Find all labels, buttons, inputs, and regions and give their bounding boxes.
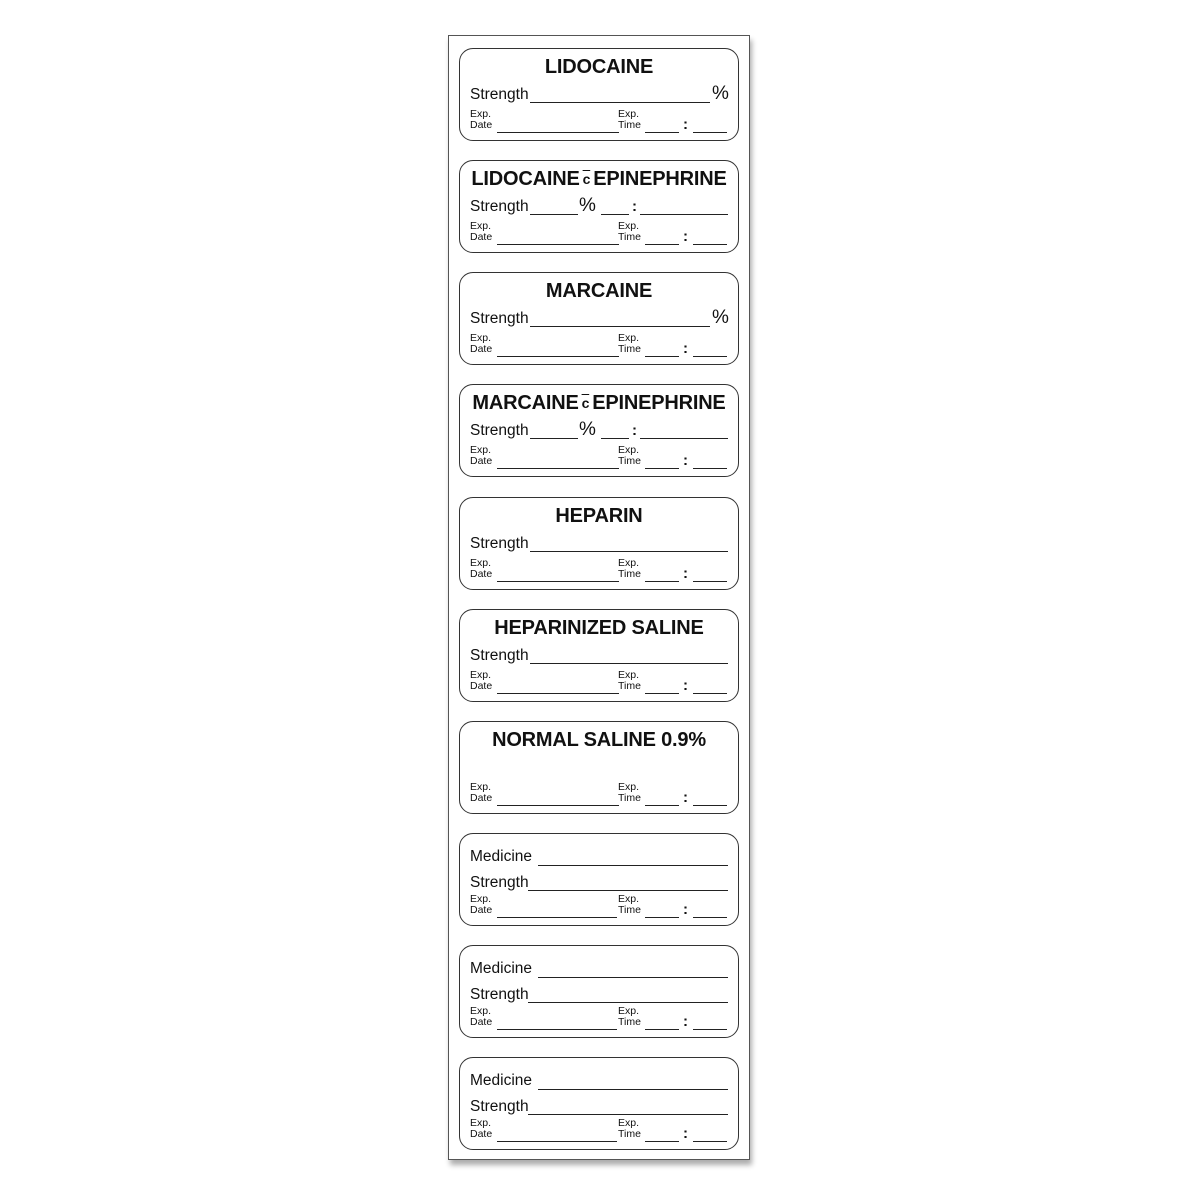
exp-time-label: Exp. Time bbox=[618, 669, 641, 692]
exp-time-label: Exp. Time bbox=[618, 332, 641, 355]
label-title: HEPARINIZED SALINE bbox=[494, 617, 704, 639]
exp-minute-line[interactable] bbox=[693, 693, 727, 694]
label-lidocaine-epinephrine bbox=[459, 160, 739, 253]
exp-hour-line[interactable] bbox=[645, 917, 679, 918]
strength-percent-line[interactable] bbox=[530, 438, 578, 439]
percent-sign: % bbox=[579, 195, 596, 216]
label-medicine-blank bbox=[459, 833, 739, 926]
exp-date-line[interactable] bbox=[497, 1029, 617, 1030]
strength-line[interactable] bbox=[530, 102, 710, 103]
exp-date-label: Exp. Date bbox=[470, 1005, 493, 1028]
exp-minute-line[interactable] bbox=[693, 1029, 727, 1030]
ratio-colon: : bbox=[632, 422, 637, 439]
exp-hour-line[interactable] bbox=[645, 468, 679, 469]
time-colon: : bbox=[683, 452, 688, 469]
label-title: NORMAL SALINE 0.9% bbox=[492, 729, 706, 751]
medicine-label: Medicine bbox=[470, 848, 533, 865]
time-colon: : bbox=[683, 116, 688, 133]
percent-sign: % bbox=[712, 307, 729, 328]
exp-date-line[interactable] bbox=[497, 917, 617, 918]
strength-label: Strength bbox=[470, 86, 529, 103]
strength-label: Strength bbox=[470, 198, 529, 215]
label-medicine-blank bbox=[459, 1057, 739, 1150]
exp-hour-line[interactable] bbox=[645, 244, 679, 245]
exp-date-label: Exp. Date bbox=[470, 669, 493, 692]
exp-time-label: Exp. Time bbox=[618, 108, 641, 131]
exp-hour-line[interactable] bbox=[645, 581, 679, 582]
exp-minute-line[interactable] bbox=[693, 917, 727, 918]
exp-time-label: Exp. Time bbox=[618, 1117, 641, 1140]
medicine-label: Medicine bbox=[470, 1072, 533, 1089]
ratio-right-line[interactable] bbox=[640, 214, 728, 215]
time-colon: : bbox=[683, 789, 688, 806]
ratio-colon: : bbox=[632, 198, 637, 215]
exp-date-line[interactable] bbox=[497, 581, 619, 582]
percent-sign: % bbox=[579, 419, 596, 440]
exp-time-label: Exp. Time bbox=[618, 557, 641, 580]
exp-time-label: Exp. Time bbox=[618, 444, 641, 467]
time-colon: : bbox=[683, 1013, 688, 1030]
exp-date-label: Exp. Date bbox=[470, 108, 493, 131]
exp-time-label: Exp. Time bbox=[618, 1005, 641, 1028]
exp-date-label: Exp. Date bbox=[470, 781, 493, 804]
medicine-line[interactable] bbox=[538, 977, 728, 978]
time-colon: : bbox=[683, 901, 688, 918]
exp-minute-line[interactable] bbox=[693, 356, 727, 357]
label-marcaine-epinephrine bbox=[459, 384, 739, 477]
exp-date-line[interactable] bbox=[497, 805, 619, 806]
exp-date-line[interactable] bbox=[497, 356, 619, 357]
strength-label: Strength bbox=[470, 310, 529, 327]
exp-hour-line[interactable] bbox=[645, 805, 679, 806]
percent-sign: % bbox=[712, 83, 729, 104]
strength-label: Strength bbox=[470, 535, 529, 552]
strength-line[interactable] bbox=[530, 551, 728, 552]
time-colon: : bbox=[683, 228, 688, 245]
exp-date-label: Exp. Date bbox=[470, 444, 493, 467]
exp-minute-line[interactable] bbox=[693, 244, 727, 245]
strength-line[interactable] bbox=[530, 663, 728, 664]
exp-minute-line[interactable] bbox=[693, 132, 727, 133]
exp-date-line[interactable] bbox=[497, 132, 619, 133]
medicine-line[interactable] bbox=[538, 865, 728, 866]
label-title: MARCAINE bbox=[545, 280, 653, 302]
exp-hour-line[interactable] bbox=[645, 1029, 679, 1030]
strength-label: Strength bbox=[470, 647, 529, 664]
ratio-left-line[interactable] bbox=[601, 438, 629, 439]
exp-time-label: Exp. Time bbox=[618, 781, 641, 804]
label-normal-saline bbox=[459, 721, 739, 814]
exp-date-label: Exp. Date bbox=[470, 1117, 493, 1140]
exp-date-line[interactable] bbox=[497, 468, 619, 469]
time-colon: : bbox=[683, 565, 688, 582]
strength-label: Strength bbox=[470, 422, 529, 439]
strength-line[interactable] bbox=[530, 326, 710, 327]
exp-date-line[interactable] bbox=[497, 1141, 617, 1142]
exp-date-line[interactable] bbox=[497, 693, 619, 694]
exp-date-label: Exp. Date bbox=[470, 220, 493, 243]
strength-label: Strength bbox=[470, 986, 529, 1003]
label-title: MARCAINE $\overline{c}$ EPINEPHRINE bbox=[472, 392, 726, 414]
exp-time-label: Exp. Time bbox=[618, 893, 641, 916]
exp-minute-line[interactable] bbox=[693, 581, 727, 582]
exp-time-label: Exp. Time bbox=[618, 220, 641, 243]
medicine-line[interactable] bbox=[538, 1089, 728, 1090]
label-title: LIDOCAINE bbox=[544, 56, 654, 78]
with-symbol: $\overline{c}$ bbox=[582, 171, 591, 187]
medicine-label: Medicine bbox=[470, 960, 533, 977]
exp-hour-line[interactable] bbox=[645, 693, 679, 694]
strength-label: Strength bbox=[470, 1098, 529, 1115]
exp-hour-line[interactable] bbox=[645, 132, 679, 133]
strength-label: Strength bbox=[470, 874, 529, 891]
label-marcaine bbox=[459, 272, 739, 365]
strength-line[interactable] bbox=[528, 1114, 728, 1115]
exp-date-label: Exp. Date bbox=[470, 893, 493, 916]
exp-date-label: Exp. Date bbox=[470, 557, 493, 580]
exp-date-line[interactable] bbox=[497, 244, 619, 245]
strength-line[interactable] bbox=[528, 1002, 728, 1003]
exp-minute-line[interactable] bbox=[693, 468, 727, 469]
label-lidocaine bbox=[459, 48, 739, 141]
exp-hour-line[interactable] bbox=[645, 1141, 679, 1142]
exp-minute-line[interactable] bbox=[693, 1141, 727, 1142]
label-sheet bbox=[448, 35, 750, 1160]
with-symbol: $\overline{c}$ bbox=[581, 395, 590, 411]
label-heparin bbox=[459, 497, 739, 590]
exp-date-label: Exp. Date bbox=[470, 332, 493, 355]
label-medicine-blank bbox=[459, 945, 739, 1038]
exp-minute-line[interactable] bbox=[693, 805, 727, 806]
strength-line[interactable] bbox=[528, 890, 728, 891]
time-colon: : bbox=[683, 677, 688, 694]
ratio-left-line[interactable] bbox=[601, 214, 629, 215]
time-colon: : bbox=[683, 340, 688, 357]
label-title: HEPARIN bbox=[555, 505, 643, 527]
label-title: LIDOCAINE $\overline{c}$ EPINEPHRINE bbox=[471, 168, 727, 190]
label-heparinized-saline bbox=[459, 609, 739, 702]
strength-percent-line[interactable] bbox=[530, 214, 578, 215]
time-colon: : bbox=[683, 1125, 688, 1142]
ratio-right-line[interactable] bbox=[640, 438, 728, 439]
exp-hour-line[interactable] bbox=[645, 356, 679, 357]
